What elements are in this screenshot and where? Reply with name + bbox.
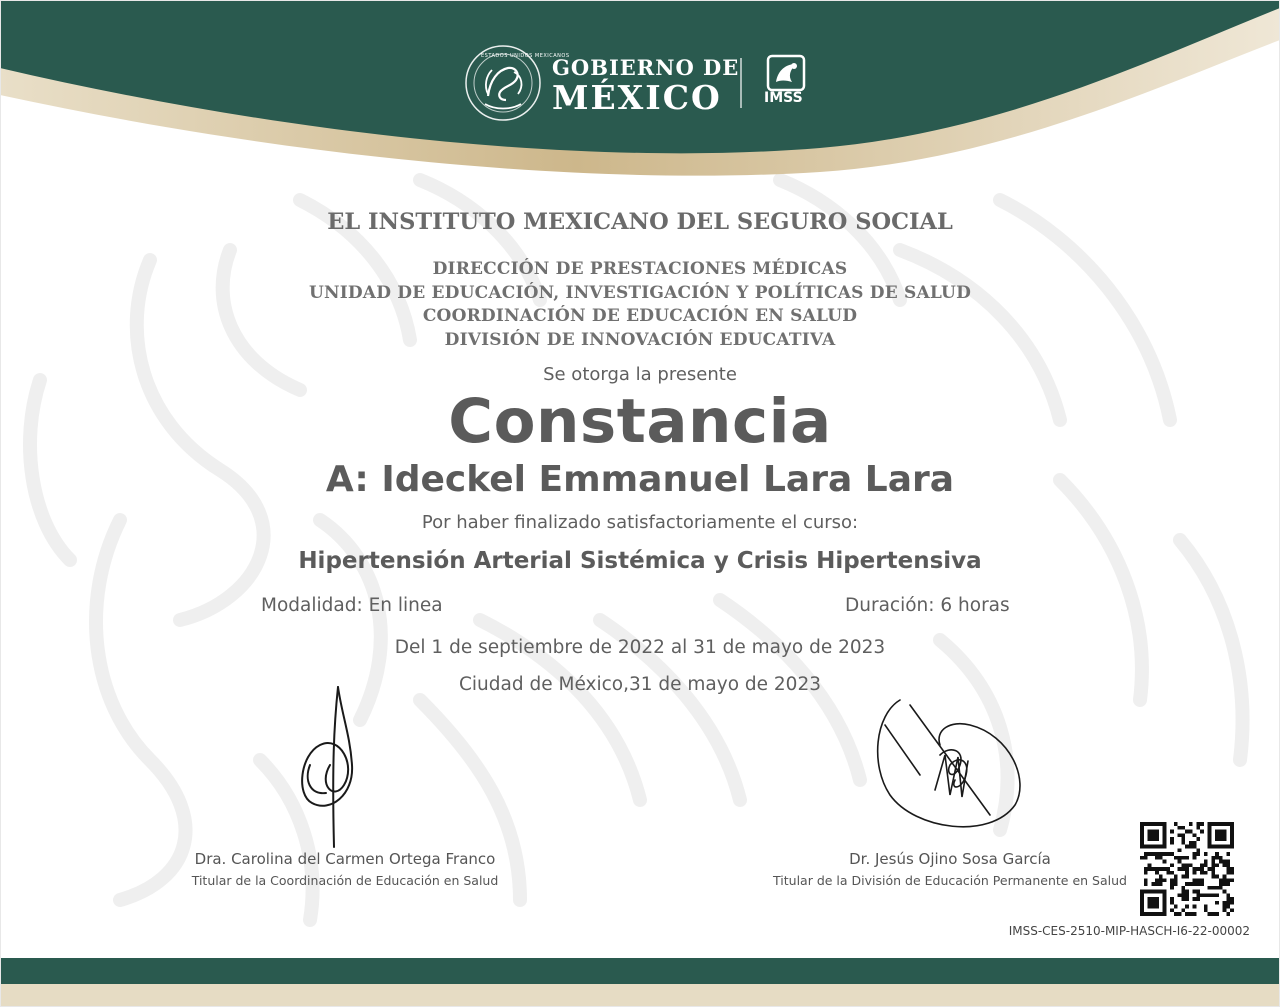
- signatory-role: Titular de la Coordinación de Educación en Salud: [191, 873, 499, 888]
- signature-right-icon: [870, 695, 1030, 845]
- course-duration: Duración: 6 horas: [845, 595, 1010, 616]
- course-period: Del 1 de septiembre de 2022 al 31 de mayo de 2023: [394, 637, 886, 658]
- government-label-line2: MÉXICO: [552, 78, 722, 117]
- course-name: Hipertensión Arterial Sistémica y Crisis Hipertensiva: [298, 548, 982, 574]
- department-line: UNIDAD DE EDUCACIÓN, INVESTIGACIÓN Y POLÍTICAS DE SALUD: [308, 283, 972, 303]
- qr-code-icon: [1140, 822, 1234, 916]
- signatory-role: Titular de la División de Educación Permanente en Salud: [773, 873, 1127, 888]
- government-label-line1: GOBIERNO DE: [552, 55, 740, 80]
- signature-left-icon: [290, 685, 380, 850]
- recipient-name: A: Ideckel Emmanuel Lara Lara: [325, 459, 955, 500]
- department-line: COORDINACIÓN DE EDUCACIÓN EN SALUD: [422, 306, 858, 326]
- completion-reason: Por haber finalizado satisfactoriamente el curso:: [421, 512, 859, 533]
- place-and-date: Ciudad de México,31 de mayo de 2023: [459, 674, 821, 695]
- imss-logo-label: IMSS: [764, 90, 803, 106]
- imss-logo-icon: [768, 56, 804, 90]
- department-line: DIVISIÓN DE INNOVACIÓN EDUCATIVA: [444, 330, 836, 350]
- certificate-title: Constancia: [448, 386, 832, 457]
- certificate-folio: IMSS-CES-2510-MIP-HASCH-I6-22-00002: [1008, 924, 1250, 938]
- signatory-name: Dra. Carolina del Carmen Ortega Franco: [194, 850, 496, 868]
- department-line: DIRECCIÓN DE PRESTACIONES MÉDICAS: [432, 259, 848, 279]
- signatory-name: Dr. Jesús Ojino Sosa García: [849, 850, 1051, 868]
- seal-text: ESTADOS UNIDOS MEXICANOS: [481, 53, 570, 59]
- qr-modules: [1140, 822, 1234, 916]
- institute-heading: EL INSTITUTO MEXICANO DEL SEGURO SOCIAL: [327, 209, 953, 235]
- course-modality: Modalidad: En linea: [261, 595, 443, 616]
- granted-text: Se otorga la presente: [543, 364, 737, 385]
